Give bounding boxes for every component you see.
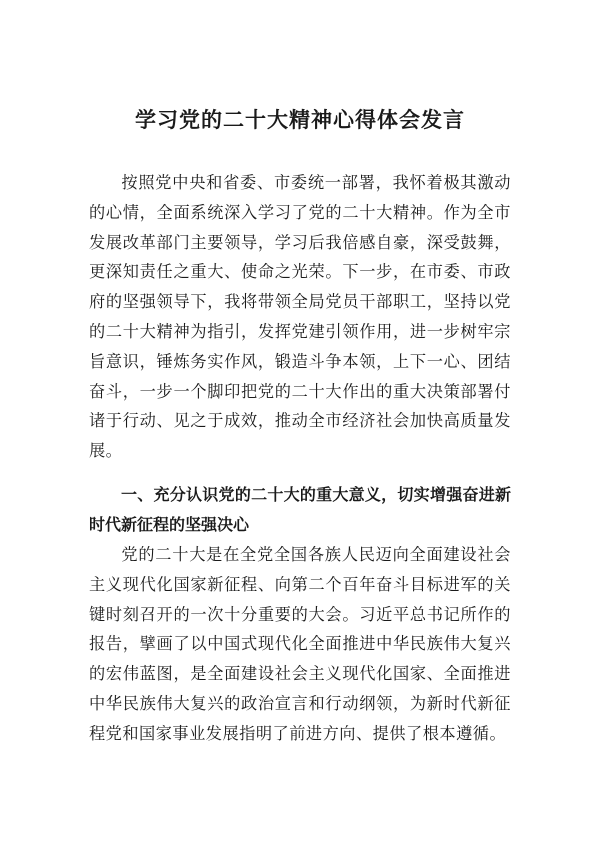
section-heading: 一、充分认识党的二十大的重大意义，切实增强奋进新时代新征程的坚强决心	[89, 485, 511, 534]
intro-paragraph: 按照党中央和省委、市委统一部署，我怀着极其激动的心情，全面系统深入学习了党的二十大精神。作为全市发展改革部门主要领导，学习后我倍感自豪，深受鼓舞，更深知责任之重大、使命之光荣。下一步，在市委、市政府的坚强领导下，我将带领全局党员干部职工，坚持以党的二十大精神为指引，发挥党建引领作用，进一步树牢宗旨意识，锤炼务实作风，锻造斗争本领，上下一心、团结奋斗，一步一个脚印把党的二十大作出的重大决策部署付诸于行动、见之于成效，推动全市经济社会加快高质量发展。	[89, 173, 511, 461]
document-title: 学习党的二十大精神心得体会发言	[135, 108, 465, 132]
section-paragraph: 党的二十大是在全党全国各族人民迈向全面建设社会主义现代化国家新征程、向第二个百年奋斗目标进军的关键时刻召开的一次十分重要的大会。习近平总书记所作的报告，擘画了以中国式现代化全面推进中华民族伟大复兴的宏伟蓝图，是全面建设社会主义现代化国家、全面推进中华民族伟大复兴的政治宣言和行动纲领，为新时代新征程党和国家事业发展指明了前进方向、提供了根本遵循。	[89, 545, 511, 743]
